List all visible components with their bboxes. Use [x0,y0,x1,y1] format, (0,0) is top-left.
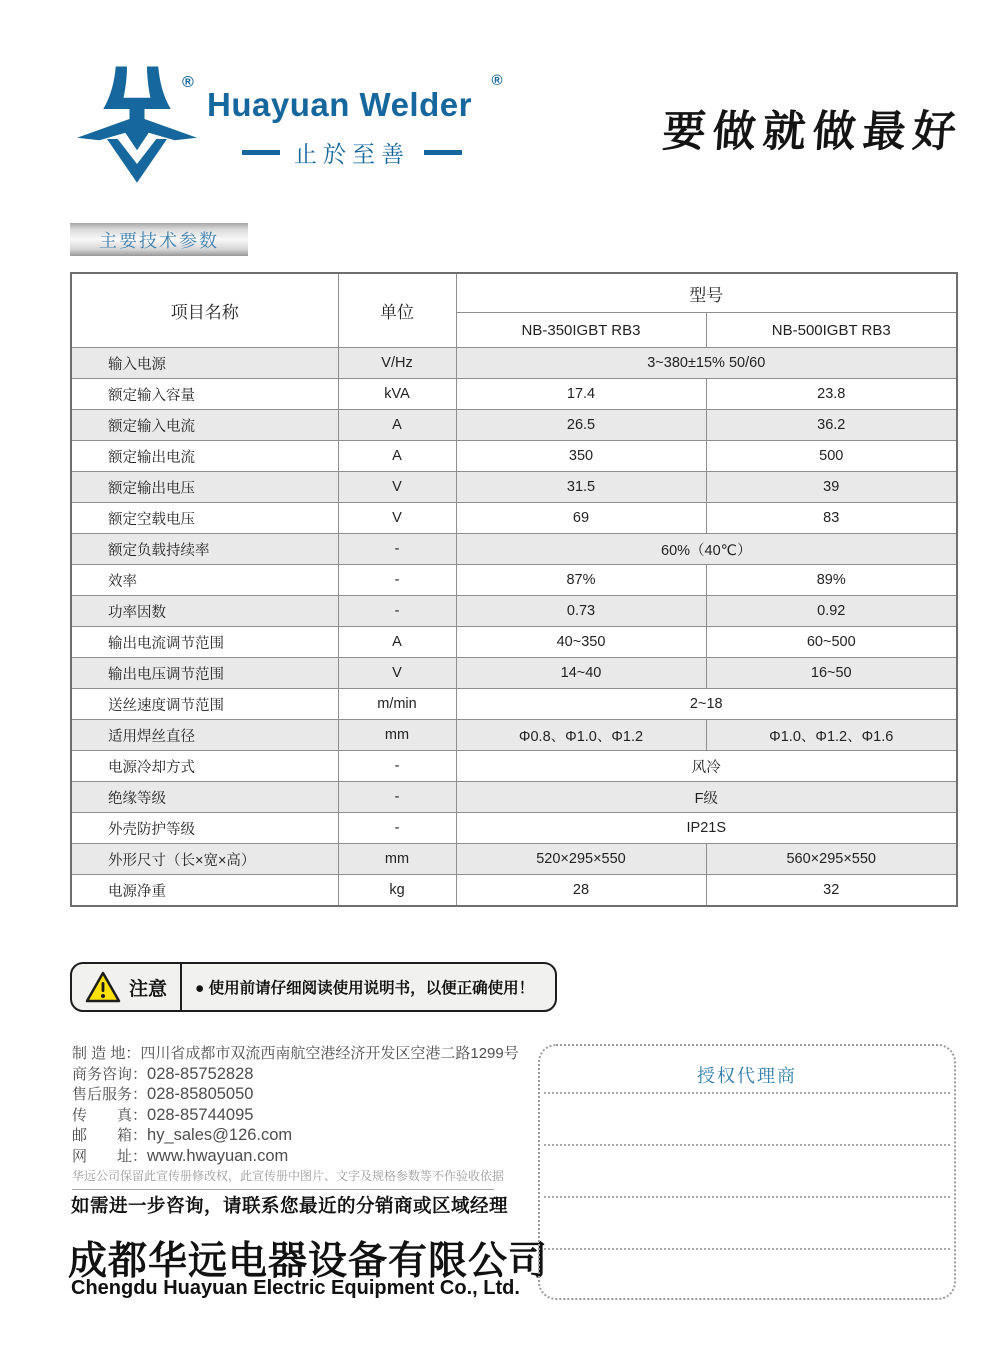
spec-unit: - [338,534,456,565]
spec-value-model-1: 26.5 [456,410,706,441]
spec-unit: V [338,658,456,689]
col-header-item: 项目名称 [71,273,338,348]
contact-value: 028-85744095 [147,1105,254,1124]
contact-label: 传 真： [72,1106,148,1124]
spec-unit: V [338,503,456,534]
spec-item-label: 外壳防护等级 [71,813,338,844]
tagline-dash-right [424,150,462,155]
spec-value-model-1: 40~350 [456,627,706,658]
tagline-text: 止於至善 [294,142,410,168]
spec-unit: kg [338,875,456,907]
contact-label: 制 造 地： [72,1045,141,1062]
spec-value-model-2: 39 [706,472,957,503]
tagline-dash-left [242,150,280,155]
contact-value: www.hwayuan.com [147,1146,289,1165]
brand-tagline [207,136,497,169]
contact-label: 网 址： [72,1147,148,1165]
spec-item-label: 外形尺寸（长×宽×高） [71,844,338,875]
spec-value-model-2: 23.8 [706,379,957,410]
logo-registered-icon: ® [182,74,194,91]
spec-value-model-2: Φ1.0、Φ1.2、Φ1.6 [706,720,957,751]
spec-value-model-1: Φ0.8、Φ1.0、Φ1.2 [456,720,706,751]
spec-table-row [71,379,957,410]
company-name-cn: 成都华远电器设备有限公司 [68,1240,549,1283]
spec-table-row [71,844,957,875]
spec-table-row [71,875,957,907]
spec-table-row [71,689,957,720]
spec-table-row [71,751,957,782]
contact-row [72,1124,512,1145]
col-header-model-2: NB-500IGBT RB3 [706,313,957,348]
company-name-en: Chengdu Huayuan Electric Equipment Co., Ltd. [71,1277,520,1299]
spec-value-model-2: 83 [706,503,957,534]
dealer-box [538,1044,956,1300]
contact-row [72,1083,512,1104]
spec-value-shared: 风冷 [456,751,957,782]
spec-unit: - [338,596,456,627]
spec-item-label: 额定输入容量 [71,379,338,410]
spec-unit: V [338,472,456,503]
brand-name-text: Huayuan Welder [207,86,472,123]
spec-table-row [71,348,957,379]
disclaimer-text: 华远公司保留此宣传册修改权，此宣传册中图片、文字及规格参数等不作验收依据 [72,1167,494,1190]
spec-unit: A [338,441,456,472]
spec-item-label: 输入电源 [71,348,338,379]
spec-value-model-2: 0.92 [706,596,957,627]
spec-value-model-2: 16~50 [706,658,957,689]
spec-value-model-2: 560×295×550 [706,844,957,875]
spec-table-row [71,596,957,627]
contact-label: 售后服务： [72,1086,148,1103]
spec-item-label: 送丝速度调节范围 [71,689,338,720]
spec-unit: - [338,782,456,813]
spec-unit: A [338,627,456,658]
spec-table-row [71,720,957,751]
spec-unit: - [338,813,456,844]
spec-value-shared: 2~18 [456,689,957,720]
spec-item-label: 额定输出电压 [71,472,338,503]
contact-row [72,1042,519,1063]
spec-value-model-1: 87% [456,565,706,596]
spec-unit: V/Hz [338,348,456,379]
spec-table-row [71,472,957,503]
dealer-box-line [544,1196,950,1198]
spec-unit: m/min [338,689,456,720]
contact-value: 028-85752828 [147,1064,254,1083]
contact-row [72,1145,512,1166]
notice-label: 注意 [128,978,167,1000]
spec-value-model-2: 36.2 [706,410,957,441]
spec-table-row [71,813,957,844]
spec-table-row [71,441,957,472]
spec-value-shared: 60%（40℃） [456,534,957,565]
spec-unit: mm [338,720,456,751]
notice-text: ● 使用前请仔细阅读使用说明书，以便正确使用！ [195,980,535,997]
slogan-calligraphy: 要做就做最好 [661,107,965,157]
spec-value-model-1: 17.4 [456,379,706,410]
spec-table-row [71,658,957,689]
spec-value-model-1: 0.73 [456,596,706,627]
spec-item-label: 额定负载持续率 [71,534,338,565]
spec-value-shared: IP21S [456,813,957,844]
spec-value-model-1: 31.5 [456,472,706,503]
brand-name [207,72,503,124]
spec-item-label: 适用焊丝直径 [71,720,338,751]
spec-value-model-2: 32 [706,875,957,907]
contact-value: hy_sales@126.com [147,1126,293,1144]
spec-value-shared: 3~380±15% 50/60 [456,348,957,379]
spec-table-row [71,534,957,565]
spec-item-label: 输出电流调节范围 [71,627,338,658]
warning-triangle-icon [85,971,121,1003]
dealer-box-line [544,1092,950,1094]
col-header-model-group: 型号 [456,273,957,313]
brand-registered-icon: ® [491,72,503,89]
contact-block [72,1042,519,1165]
col-header-model-1: NB-350IGBT RB3 [456,313,706,348]
spec-item-label: 输出电压调节范围 [71,658,338,689]
notice-box [70,962,557,1012]
spec-unit: - [338,751,456,782]
spec-unit: kVA [338,379,456,410]
spec-table-row [71,503,957,534]
spec-value-model-2: 60~500 [706,627,957,658]
spec-item-label: 效率 [71,565,338,596]
spec-table-row [71,627,957,658]
notice-left [72,964,182,1010]
spec-unit: A [338,410,456,441]
spec-value-model-1: 14~40 [456,658,706,689]
spec-table-row [71,565,957,596]
spec-item-label: 额定输出电流 [71,441,338,472]
contact-label: 商务咨询： [72,1065,148,1083]
spec-table-row [71,782,957,813]
section-title-badge: 主要技术参数 [70,223,248,256]
brand-block [207,72,503,169]
contact-value: 四川省成都市双流西南航空港经济开发区空港二路1299号 [140,1045,519,1062]
contact-label: 邮 箱： [72,1127,148,1144]
contact-row [72,1063,512,1084]
spec-value-model-1: 28 [456,875,706,907]
spec-value-shared: F级 [456,782,957,813]
spec-item-label: 电源净重 [71,875,338,907]
dealer-box-title: 授权代理商 [697,1066,797,1086]
spec-item-label: 功率因数 [71,596,338,627]
contact-value: 028-85805050 [147,1085,254,1103]
spec-value-model-2: 500 [706,441,957,472]
spec-table-row [71,410,957,441]
spec-value-model-1: 350 [456,441,706,472]
spec-item-label: 额定输入电流 [71,410,338,441]
further-note: 如需进一步咨询，请联系您最近的分销商或区域经理 [71,1195,509,1216]
spec-item-label: 电源冷却方式 [71,751,338,782]
spec-unit: mm [338,844,456,875]
spec-item-label: 绝缘等级 [71,782,338,813]
spec-unit: - [338,565,456,596]
spec-table-body [71,348,957,907]
spec-value-model-1: 69 [456,503,706,534]
dealer-box-line [544,1144,950,1146]
contact-row [72,1104,512,1125]
col-header-unit: 单位 [338,273,456,348]
spec-value-model-1: 520×295×550 [456,844,706,875]
spec-item-label: 额定空载电压 [71,503,338,534]
spec-value-model-2: 89% [706,565,957,596]
spec-table [70,272,958,907]
dealer-box-line [544,1248,950,1250]
